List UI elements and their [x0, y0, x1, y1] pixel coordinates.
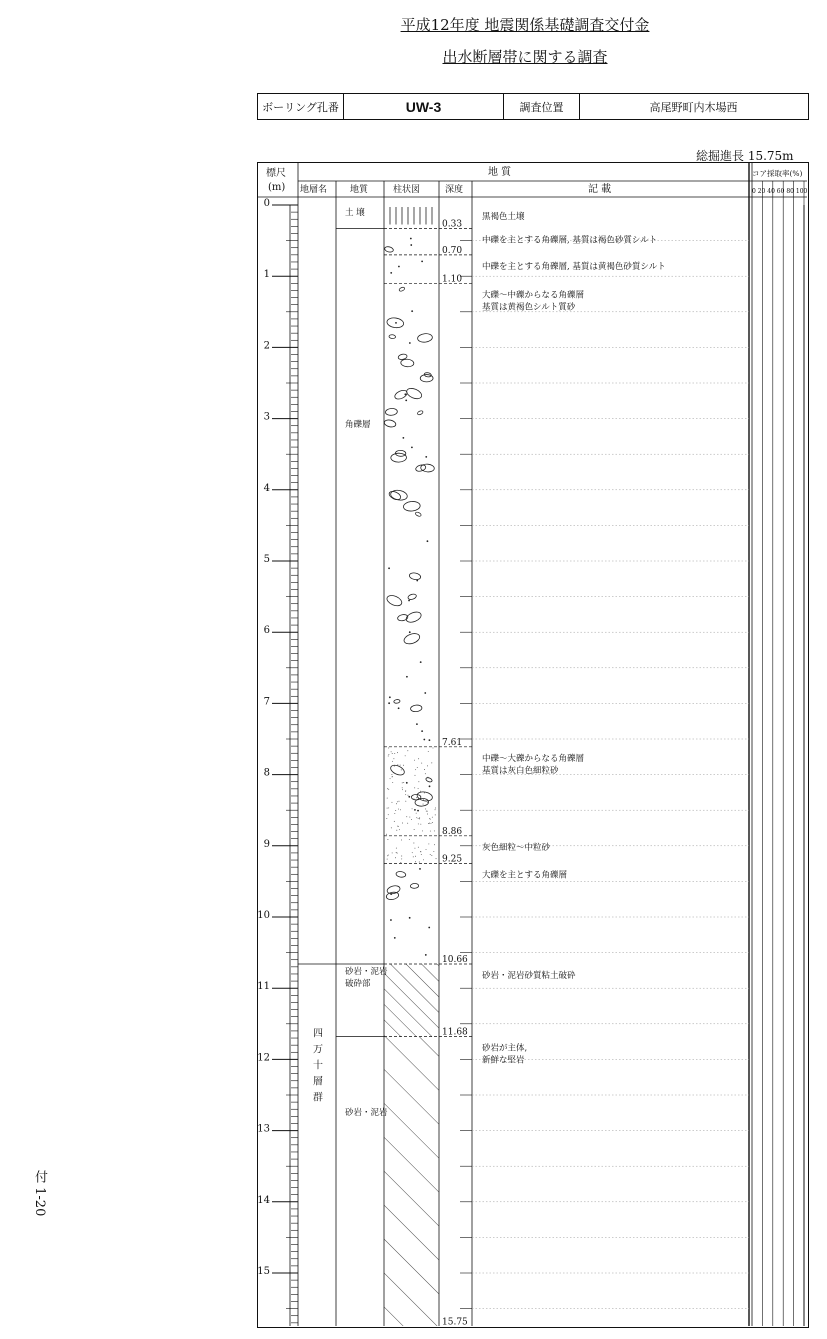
sand-dot	[418, 797, 419, 798]
sand-dot	[425, 808, 426, 809]
gravel-dot	[424, 692, 426, 694]
sand-dot	[427, 814, 428, 815]
sand-dot	[388, 748, 389, 749]
layer-description: 基質は灰白色細粒砂	[482, 765, 559, 776]
gravel-dot	[429, 785, 431, 787]
gravel-clast	[410, 883, 419, 888]
gravel-dot	[405, 399, 407, 401]
sand-dot	[420, 791, 421, 792]
sand-dot	[401, 769, 402, 770]
formation-label: 万	[313, 1044, 323, 1056]
sand-dot	[406, 816, 407, 817]
sand-dot	[387, 788, 388, 789]
gravel-clast	[385, 593, 403, 607]
lithology-label: 砂岩・泥岩	[345, 1107, 388, 1118]
sand-dot	[412, 808, 413, 809]
scale-label: 3	[263, 411, 270, 423]
sand-dot	[428, 751, 429, 752]
sand-dot	[397, 752, 398, 753]
sand-dot	[421, 763, 422, 764]
gravel-clast	[389, 334, 396, 338]
layer-description: 黒褐色土壌	[482, 212, 525, 222]
sand-dot	[418, 818, 419, 819]
sand-dot	[433, 747, 434, 748]
sand-dot	[428, 843, 429, 844]
gravel-clast	[417, 410, 424, 415]
sand-dot	[430, 831, 431, 832]
sand-dot	[434, 844, 435, 845]
sand-dot	[397, 764, 398, 765]
formation-label: 群	[313, 1092, 323, 1104]
scale-label: 9	[263, 838, 270, 850]
gravel-dot	[421, 260, 423, 262]
sand-dot	[415, 769, 416, 770]
depth-label: 11.68	[442, 1027, 468, 1038]
gravel-clast	[396, 871, 406, 878]
gravel-dot	[398, 707, 400, 709]
sand-dot	[435, 809, 436, 810]
layer-description: 中礫を主とする角礫層, 基質は褐色砂質シルト	[482, 235, 658, 246]
header-column: 柱状図	[393, 185, 421, 195]
gravel-clast	[403, 501, 421, 512]
sand-dot	[391, 827, 392, 828]
scale-label: 15	[258, 1266, 270, 1277]
sand-dot	[414, 829, 415, 830]
scale-label: 14	[258, 1194, 270, 1206]
gravel-clast	[405, 610, 423, 624]
sand-dot	[411, 819, 412, 820]
boring-log-svg	[258, 163, 807, 1326]
sand-dot	[401, 858, 402, 859]
total-drilling-length: 総掘進長 15.75m	[696, 149, 794, 163]
gravel-dot	[425, 954, 427, 956]
layer-description: 砂岩が主体,	[482, 1043, 528, 1054]
sand-dot	[414, 848, 415, 849]
sand-dot	[392, 776, 393, 777]
gravel-dot	[423, 739, 425, 741]
sand-dot	[435, 808, 436, 809]
sand-dot	[417, 767, 418, 768]
sand-dot	[427, 811, 428, 812]
layer-description: 中礫～大礫からなる角礫層	[482, 753, 585, 764]
sand-dot	[422, 830, 423, 831]
gravel-clast	[425, 777, 432, 783]
sand-dot	[420, 851, 421, 852]
sand-dot	[399, 801, 400, 802]
sand-dot	[388, 756, 389, 757]
sand-dot	[396, 852, 397, 853]
header-scale: 標尺	[266, 168, 286, 179]
sand-dot	[415, 775, 416, 776]
sand-dot	[414, 787, 415, 788]
sand-dot	[387, 808, 388, 809]
sand-dot	[419, 862, 420, 863]
gravel-dot	[409, 342, 411, 344]
sand-dot	[428, 823, 429, 824]
gravel-clast	[401, 359, 415, 367]
depth-label: 15.75	[442, 1317, 468, 1326]
gravel-dot	[402, 437, 404, 439]
gravel-clast	[417, 333, 433, 343]
sand-dot	[397, 801, 398, 802]
scale-label: 8	[263, 767, 270, 779]
sand-dot	[432, 822, 433, 823]
formation-label: 四	[313, 1028, 323, 1040]
depth-label: 8.86	[442, 826, 463, 837]
formation-label: 十	[313, 1060, 323, 1072]
sand-dot	[388, 789, 389, 790]
layer-description: 新鮮な堅岩	[482, 1055, 525, 1066]
sand-dot	[409, 839, 410, 840]
gravel-dot	[389, 696, 391, 698]
header-depth: 深度	[445, 185, 464, 195]
gravel-dot	[410, 244, 412, 246]
sand-dot	[396, 830, 397, 831]
gravel-dot	[409, 631, 411, 633]
sand-dot	[387, 855, 388, 856]
sand-dot	[424, 769, 425, 770]
borehole-label: ボーリング孔番	[258, 94, 344, 119]
sand-dot	[400, 809, 401, 810]
sand-dot	[392, 802, 393, 803]
gravel-clast	[407, 593, 417, 600]
sand-dot	[409, 817, 410, 818]
gravel-clast	[385, 408, 397, 416]
gravel-dot	[417, 810, 419, 812]
sand-dot	[418, 788, 419, 789]
gravel-dot	[388, 702, 390, 704]
sand-dot	[403, 765, 404, 766]
sand-dot	[398, 826, 399, 827]
sand-dot	[431, 823, 432, 824]
sand-dot	[394, 753, 395, 754]
sand-dot	[402, 789, 403, 790]
sand-dot	[387, 839, 388, 840]
sand-dot	[387, 859, 388, 860]
sand-dot	[434, 830, 435, 831]
sand-dot	[403, 782, 404, 783]
sand-dot	[401, 856, 402, 857]
sand-dot	[386, 834, 387, 835]
gravel-dot	[410, 238, 412, 240]
sand-dot	[405, 794, 406, 795]
sand-dot	[396, 803, 397, 804]
layer-description: 大礫～中礫からなる角礫層	[482, 290, 585, 301]
gravel-clast	[394, 699, 401, 703]
gravel-clast	[405, 386, 423, 400]
sand-dot	[413, 843, 414, 844]
sand-dot	[396, 848, 397, 849]
sand-dot	[388, 807, 389, 808]
header-core-recovery: コア採取率(%)	[752, 169, 803, 178]
gravel-clast	[388, 490, 402, 502]
sand-dot	[394, 813, 395, 814]
hatch-pattern	[384, 964, 439, 1037]
sand-dot	[386, 818, 387, 819]
header-geology: 地 質	[488, 167, 512, 178]
sand-dot	[429, 823, 430, 824]
sand-dot	[399, 829, 400, 830]
scale-label: 1	[263, 269, 270, 281]
page-number: 付 1-20	[32, 1170, 47, 1217]
depth-label: 0.33	[442, 219, 463, 230]
sand-dot	[419, 817, 420, 818]
gravel-dot	[420, 661, 422, 663]
sand-dot	[393, 758, 394, 759]
sand-dot	[394, 821, 395, 822]
scale-label: 13	[258, 1123, 270, 1135]
sand-dot	[405, 801, 406, 802]
lithology-label: 破砕部	[345, 978, 371, 989]
sand-dot	[414, 760, 415, 761]
depth-label: 10.66	[442, 954, 468, 965]
sand-dot	[395, 857, 396, 858]
gravel-dot	[421, 730, 423, 732]
layer-description: 砂岩・泥岩砂質粘土破砕	[482, 970, 576, 981]
hatch-pattern	[384, 1037, 439, 1326]
gravel-clast	[415, 798, 429, 806]
lithology-label: 土 壌	[345, 208, 365, 218]
scale-label: 11	[258, 981, 270, 993]
sand-dot	[408, 795, 409, 796]
depth-label: 9.25	[442, 854, 463, 865]
gravel-clast	[403, 632, 421, 646]
layer-description: 基質は黄褐色シルト質砂	[482, 302, 576, 313]
layer-description: 大礫を主とする角礫層	[482, 870, 568, 881]
gravel-clast	[415, 511, 422, 517]
sand-dot	[413, 799, 414, 800]
sand-dot	[416, 797, 417, 798]
sand-dot	[415, 861, 416, 862]
lithology-label: 角礫層	[345, 420, 371, 431]
report-subtitle: 出水断層帯に関する調査	[442, 48, 608, 66]
gravel-dot	[398, 266, 400, 268]
sand-dot	[400, 862, 401, 863]
gravel-dot	[388, 567, 390, 569]
sand-dot	[400, 765, 401, 766]
gravel-dot	[390, 272, 392, 274]
sand-dot	[388, 754, 389, 755]
sand-dot	[418, 847, 419, 848]
header-formation: 地層名	[300, 185, 328, 195]
boring-log	[257, 162, 809, 1328]
scale-label: 0	[263, 198, 270, 209]
sand-dot	[391, 751, 392, 752]
sand-dot	[388, 814, 389, 815]
sand-dot	[391, 774, 392, 775]
gravel-dot	[411, 310, 413, 312]
sand-dot	[405, 791, 406, 792]
gravel-clast	[410, 705, 422, 713]
sand-dot	[431, 762, 432, 763]
gravel-dot	[406, 782, 408, 784]
sand-dot	[405, 755, 406, 756]
sand-dot	[418, 758, 419, 759]
sand-dot	[392, 753, 393, 754]
borehole-value: UW-3	[344, 94, 504, 119]
sand-dot	[432, 817, 433, 818]
sand-dot	[387, 798, 388, 799]
sand-dot	[392, 852, 393, 853]
sand-dot	[390, 778, 391, 779]
gravel-clast	[391, 453, 407, 462]
header-lithology: 地質	[350, 185, 369, 195]
scale-label: 6	[263, 625, 270, 637]
sand-dot	[427, 777, 428, 778]
sand-dot	[427, 802, 428, 803]
sand-dot	[430, 819, 431, 820]
sand-dot	[436, 858, 437, 859]
sand-dot	[420, 824, 421, 825]
gravel-dot	[414, 809, 416, 811]
gravel-dot	[408, 796, 410, 798]
gravel-dot	[390, 919, 392, 921]
header-scale-unit: (m)	[268, 182, 286, 193]
gravel-dot	[429, 739, 431, 741]
scale-label: 10	[258, 910, 270, 921]
header-core-ticks: 0 20 40 60 80 100	[752, 188, 807, 195]
gravel-dot	[409, 917, 411, 919]
borehole-info-table	[257, 93, 809, 120]
sand-dot	[397, 853, 398, 854]
layer-description: 中礫を主とする角礫層, 基質は黄褐色砂質シルト	[482, 261, 666, 272]
sand-dot	[426, 849, 427, 850]
sand-dot	[430, 854, 431, 855]
scale-label: 5	[263, 554, 270, 565]
sand-dot	[395, 810, 396, 811]
sand-dot	[423, 799, 424, 800]
sand-dot	[416, 817, 417, 818]
gravel-dot	[406, 676, 408, 678]
sand-dot	[426, 811, 427, 812]
gravel-dot	[395, 322, 397, 324]
gravel-dot	[425, 456, 427, 458]
sand-dot	[392, 782, 393, 783]
sand-dot	[415, 856, 416, 857]
sand-dot	[416, 813, 417, 814]
sand-dot	[423, 859, 424, 860]
sand-dot	[394, 766, 395, 767]
depth-label: 1.10	[442, 274, 463, 285]
scale-label: 4	[263, 482, 270, 494]
sand-dot	[424, 792, 425, 793]
scale-label: 2	[263, 340, 270, 352]
gravel-clast	[399, 287, 406, 292]
depth-label: 7.61	[442, 737, 463, 748]
sand-dot	[402, 823, 403, 824]
sand-dot	[419, 818, 420, 819]
lithology-label: 砂岩・泥岩	[345, 966, 388, 977]
sand-dot	[427, 765, 428, 766]
gravel-clast	[384, 246, 394, 253]
gravel-dot	[419, 868, 421, 870]
sand-dot	[398, 809, 399, 810]
scale-label: 12	[258, 1052, 270, 1064]
sand-dot	[401, 840, 402, 841]
sand-dot	[431, 855, 432, 856]
sand-dot	[392, 761, 393, 762]
depth-label: 0.70	[442, 245, 463, 256]
sand-dot	[402, 787, 403, 788]
gravel-dot	[427, 540, 429, 542]
sand-dot	[425, 773, 426, 774]
gravel-dot	[394, 937, 396, 939]
formation-label: 層	[313, 1076, 323, 1088]
sand-dot	[407, 750, 408, 751]
report-title: 平成12年度 地震関係基礎調査交付金	[400, 16, 650, 34]
gravel-dot	[416, 723, 418, 725]
sand-dot	[412, 852, 413, 853]
sand-dot	[388, 855, 389, 856]
gravel-clast	[384, 419, 397, 428]
sand-dot	[418, 823, 419, 824]
sand-dot	[402, 782, 403, 783]
location-value: 高尾野町内木場西	[649, 100, 738, 114]
gravel-dot	[428, 927, 430, 929]
sand-dot	[418, 781, 419, 782]
gravel-clast	[409, 572, 421, 581]
gravel-clast	[416, 791, 433, 803]
location-label: 調査位置	[504, 94, 580, 119]
sand-dot	[413, 856, 414, 857]
sand-dot	[435, 814, 436, 815]
gravel-clast	[393, 389, 408, 401]
layer-description: 灰色細粒～中粒砂	[482, 842, 551, 853]
sand-dot	[421, 854, 422, 855]
sand-dot	[423, 804, 424, 805]
sand-dot	[433, 851, 434, 852]
scale-label: 7	[263, 696, 270, 708]
sand-dot	[407, 823, 408, 824]
gravel-dot	[411, 447, 413, 449]
header-description: 記 載	[588, 184, 612, 195]
